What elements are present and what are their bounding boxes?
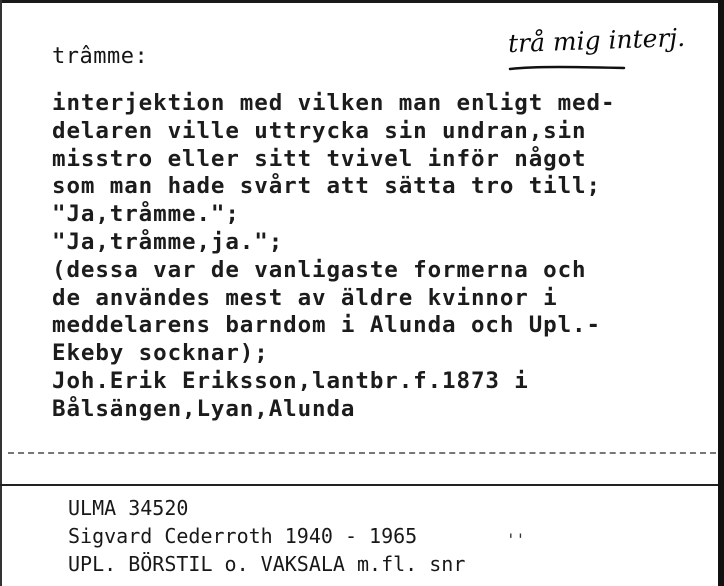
- definition-line: delaren ville uttrycka sin undran,sin: [52, 117, 587, 144]
- informant-line: Joh.Erik Eriksson,lantbr.f.1873 i: [52, 367, 529, 394]
- definition-line: misstro eller sitt tvivel inför något: [52, 145, 587, 172]
- note-line: Ekeby socknar);: [52, 340, 269, 367]
- handwritten-underline: [508, 64, 626, 72]
- card-footer: [68, 494, 465, 578]
- collector-line: Sigvard Cederroth 1940 - 1965: [68, 524, 418, 548]
- note-line: meddelarens barndom i Alunda och Upl.-: [52, 312, 601, 339]
- example-line: "Ja,tråmme.";: [52, 201, 240, 228]
- definition-text: [52, 90, 702, 424]
- card-right-edge: [718, 0, 724, 586]
- example-line: "Ja,tråmme,ja.";: [52, 228, 284, 255]
- handwritten-note: trå mig interj.: [507, 22, 686, 59]
- card-top-edge: [0, 0, 724, 3]
- archive-number: ULMA 34520: [68, 496, 189, 520]
- headword: trâmme:: [52, 44, 149, 69]
- definition-line: som man hade svårt att sätta tro till;: [52, 173, 601, 200]
- footer-divider: [0, 484, 718, 486]
- location-line: UPL. BÖRSTIL o. VAKSALA m.fl. snr: [68, 552, 466, 576]
- informant-line: Bålsängen,Lyan,Alunda: [52, 395, 356, 422]
- note-line: (dessa var de vanligaste formerna och: [52, 256, 587, 283]
- card-left-edge: [0, 0, 2, 586]
- note-line: de användes mest av äldre kvinnor i: [52, 284, 558, 311]
- ink-mark: '': [506, 530, 526, 549]
- dashed-divider: [8, 452, 716, 454]
- definition-line: interjektion med vilken man enligt med-: [52, 90, 616, 116]
